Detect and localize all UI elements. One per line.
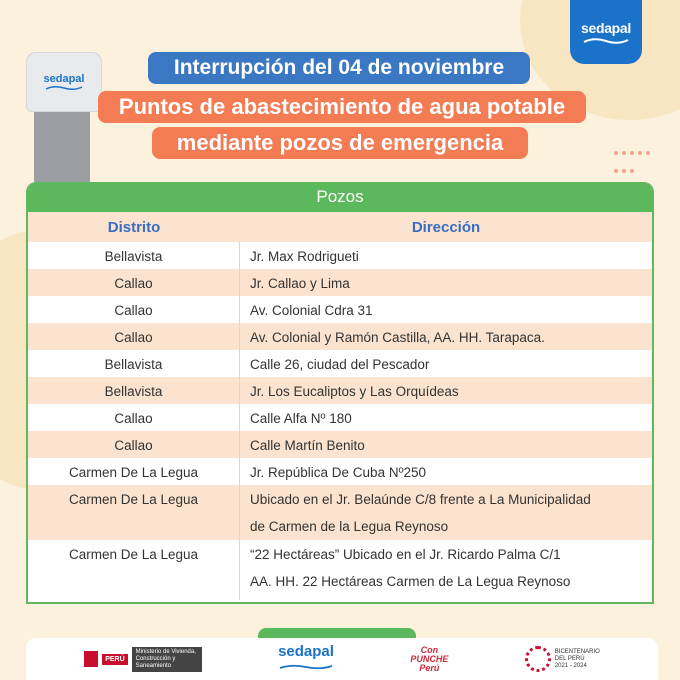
cell-address: Av. Colonial Cdra 31 — [250, 303, 373, 318]
table-caption: Pozos — [28, 182, 652, 212]
table-row — [28, 458, 652, 485]
cell-district: Callao — [28, 404, 240, 431]
cell-district: Callao — [28, 269, 240, 296]
footer-logos — [26, 638, 658, 680]
table-row — [28, 540, 652, 600]
cell-district: Callao — [28, 323, 240, 350]
header-address: Dirección — [411, 218, 481, 236]
tank-label: sedapal — [43, 73, 85, 85]
table-row — [28, 404, 652, 431]
footer-sedapal-logo: sedapal — [278, 645, 334, 673]
decorative-dots — [614, 145, 654, 181]
wave-icon — [44, 85, 84, 91]
cell-district: Carmen De La Legua — [28, 485, 240, 540]
cell-address: Jr. Max Rodrigueti — [250, 249, 359, 264]
cell-district: Bellavista — [28, 350, 240, 377]
title-date: Interrupción del 04 de noviembre — [148, 52, 530, 84]
cell-address: Jr. República De Cuba Nº250 — [250, 465, 427, 480]
table-row — [28, 485, 652, 540]
water-tank-illustration — [26, 52, 102, 187]
tank-leg — [34, 110, 90, 190]
title-main-line1: Puntos de abastecimiento de agua potable — [98, 91, 586, 123]
peru-label: PERÚ — [102, 654, 127, 665]
table-row — [28, 269, 652, 296]
con-punche-peru-logo: Con PUNCHE Perú — [410, 644, 449, 673]
cell-district: Callao — [28, 296, 240, 323]
table-header-row — [28, 212, 652, 242]
title-main-line2: mediante pozos de emergencia — [152, 127, 528, 159]
cell-district: Carmen De La Legua — [28, 458, 240, 485]
table-row — [28, 296, 652, 323]
cell-address: Calle 26, ciudad del Pescador — [250, 357, 430, 372]
cell-district: Carmen De La Legua — [28, 540, 240, 600]
cell-address: “22 Hectáreas” Ubicado en el Jr. Ricardo Palma C/1 AA. HH. 22 Hectáreas Carmen de La Legua Reynoso — [250, 547, 571, 589]
bicentenario-logo: BICENTENARIO DEL PERÚ 2021 - 2024 — [525, 646, 600, 672]
table-row — [28, 323, 652, 350]
cell-address: Calle Martín Benito — [250, 438, 365, 453]
tank-top — [26, 52, 102, 112]
wave-icon — [278, 664, 334, 670]
cell-address: Calle Alfa Nº 180 — [250, 411, 352, 426]
wave-icon — [582, 37, 630, 45]
sedapal-logo — [570, 0, 642, 64]
cell-address: Jr. Los Eucaliptos y Las Orquídeas — [250, 384, 459, 399]
cell-address: Av. Colonial y Ramón Castilla, AA. HH. Tarapaca. — [250, 330, 545, 345]
header-district: Distrito — [107, 218, 161, 236]
cell-address: Ubicado en el Jr. Belaúnde C/8 frente a La Municipalidad de Carmen de la Legua Reynoso — [250, 492, 591, 534]
table-row — [28, 350, 652, 377]
bicentenario-emblem-icon — [525, 646, 551, 672]
ministry-label: Ministerio de Vivienda, Construcción y Saneamiento — [132, 647, 202, 672]
peru-shield-icon — [84, 651, 98, 667]
cell-district: Bellavista — [28, 242, 240, 269]
table-row — [28, 377, 652, 404]
logo-text: sedapal — [580, 19, 632, 36]
table-row — [28, 431, 652, 458]
cell-address: Jr. Callao y Lima — [250, 276, 350, 291]
cell-district: Bellavista — [28, 377, 240, 404]
ministry-logo — [84, 647, 201, 672]
table-row — [28, 242, 652, 269]
wells-table — [26, 182, 654, 604]
cell-district: Callao — [28, 431, 240, 458]
